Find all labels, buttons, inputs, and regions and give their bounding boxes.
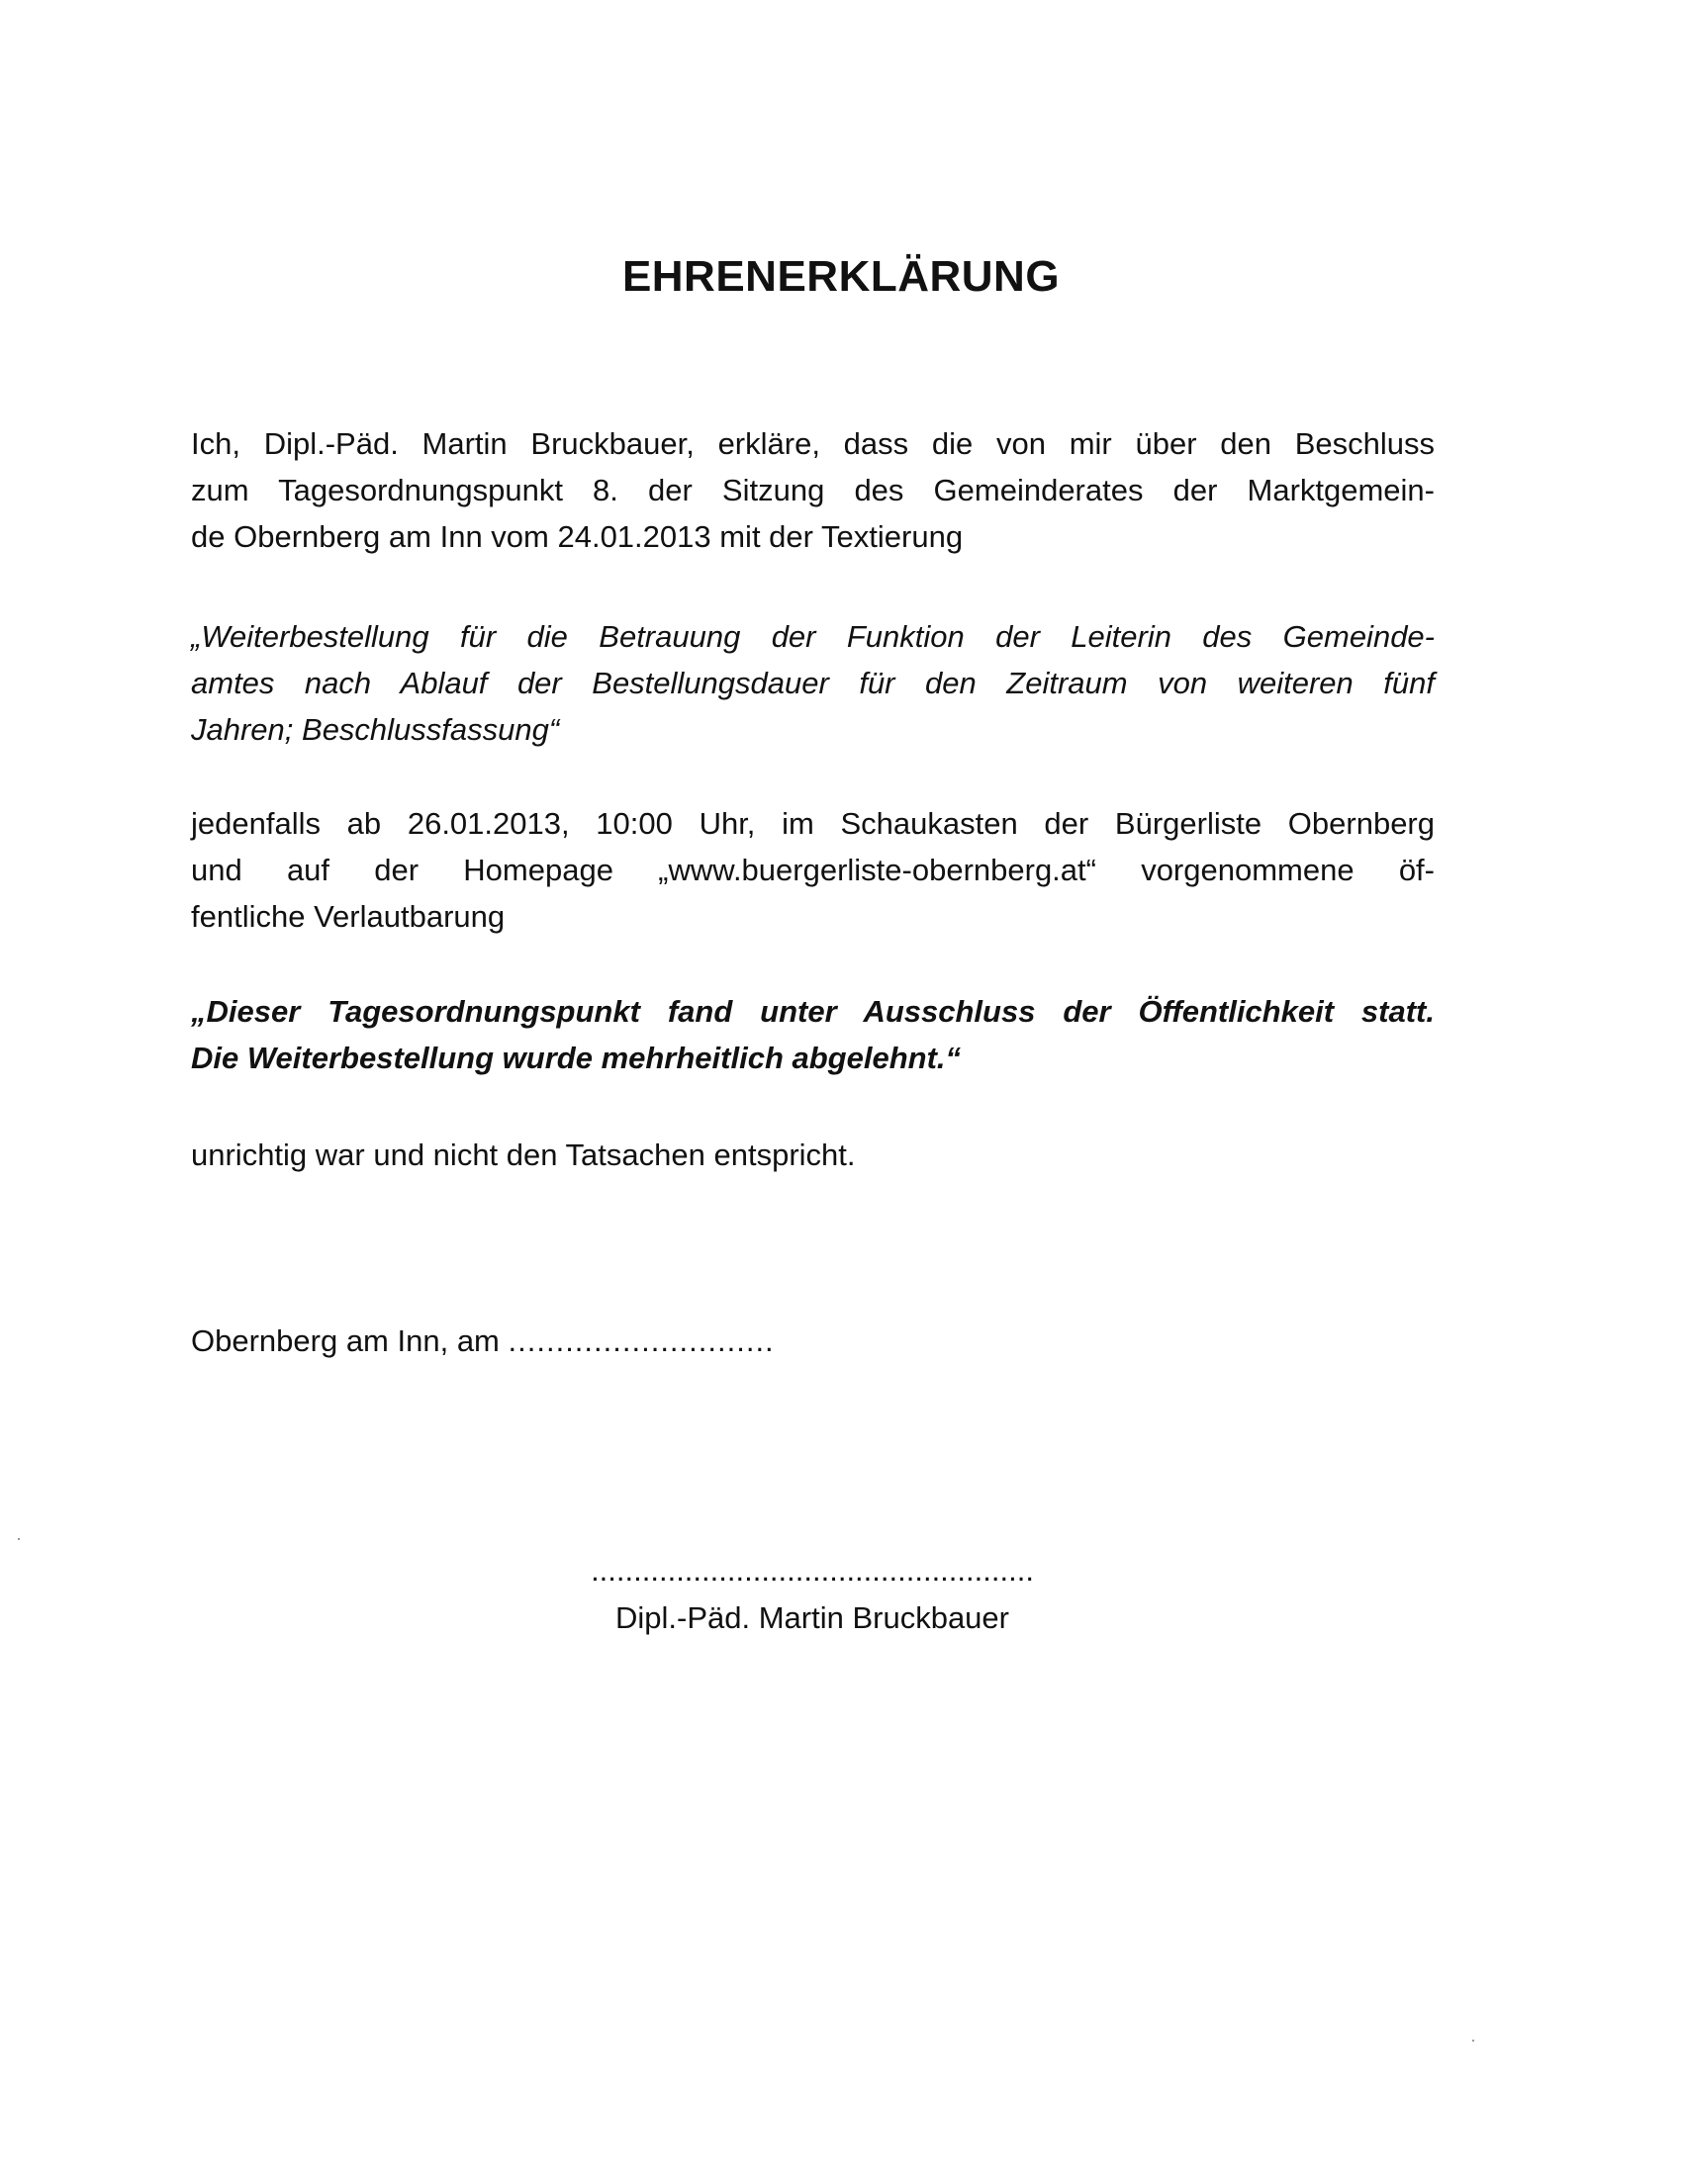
scan-speck: [18, 1538, 20, 1540]
paragraph-line: zum Tagesordnungspunkt 8. der Sitzung des Gemeinderates der Marktgemein-: [191, 473, 1435, 507]
quote-line: amtes nach Ablauf der Bestellungsdauer für den Zeitraum von weiteren fünf: [191, 666, 1435, 700]
closing-paragraph: [191, 1132, 1435, 1178]
date-blank: ............................: [508, 1323, 775, 1358]
quote-line: Die Weiterbestellung wurde mehrheitlich abgelehnt.“: [191, 1041, 962, 1075]
paragraph-line: Ich, Dipl.-Päd. Martin Bruckbauer, erkläre, dass die von mir über den Beschluss: [191, 426, 1435, 461]
paragraph-line: fentliche Verlautbarung: [191, 899, 506, 934]
paragraph-line: unrichtig war und nicht den Tatsachen entspricht.: [191, 1138, 856, 1172]
scan-speck: [1472, 2040, 1474, 2042]
signature-line: ....................................................: [591, 1553, 1034, 1588]
quote-line: „Weiterbestellung für die Betrauung der Funktion der Leiterin des Gemeinde-: [191, 619, 1435, 654]
intro-paragraph: [191, 420, 1435, 560]
paragraph-line: de Obernberg am Inn vom 24.01.2013 mit der Textierung: [191, 519, 964, 554]
publication-paragraph: [191, 800, 1435, 940]
quoted-publication: [191, 988, 1435, 1081]
paragraph-line: und auf der Homepage „www.buergerliste-obernberg.at“ vorgenommene öf-: [191, 853, 1435, 887]
place-date-label: Obernberg am Inn, am: [191, 1323, 500, 1358]
place-date-line: [191, 1318, 1435, 1364]
quote-line: Jahren; Beschlussfassung“: [191, 712, 560, 747]
document-title: EHRENERKLÄRUNG: [621, 252, 1061, 301]
quoted-agenda-item: [191, 613, 1435, 753]
signatory-name: Dipl.-Päd. Martin Bruckbauer: [615, 1600, 1009, 1635]
paragraph-line: jedenfalls ab 26.01.2013, 10:00 Uhr, im Schaukasten der Bürgerliste Obernberg: [191, 806, 1435, 841]
quote-line: „Dieser Tagesordnungspunkt fand unter Ausschluss der Öffentlichkeit statt.: [191, 994, 1435, 1029]
